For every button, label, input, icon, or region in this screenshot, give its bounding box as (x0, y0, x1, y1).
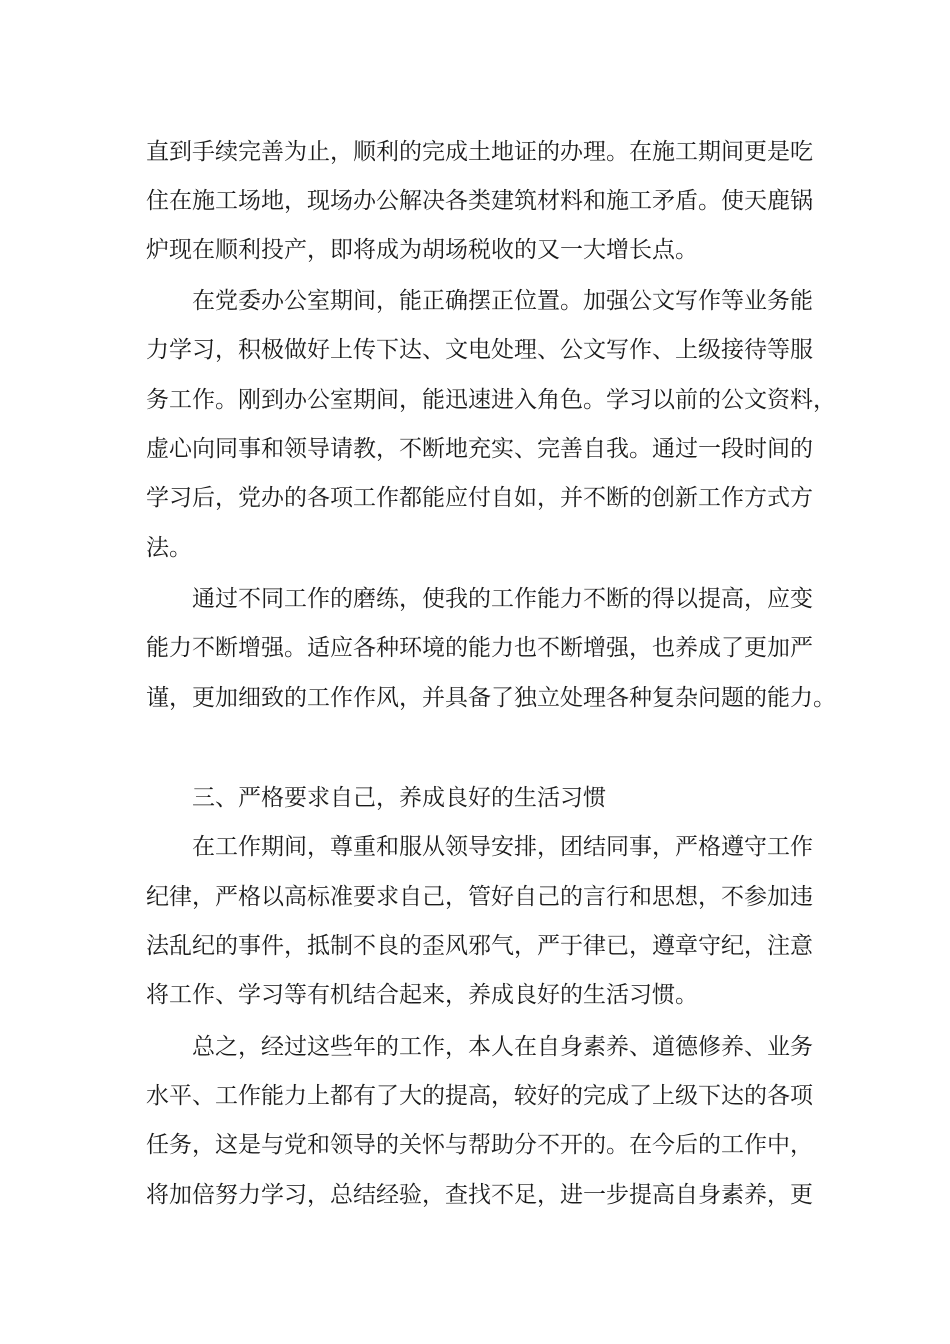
paragraph-first-line: 在党委办公室期间，能正确摆正位置。加强公文写作等业务能 (192, 288, 813, 314)
body-text-line: 虚心向同事和领导请教，不断地充实、完善自我。通过一段时间的 (146, 436, 813, 462)
body-text-line: 法乱纪的事件，抵制不良的歪风邪气，严于律已，遵章守纪，注意 (146, 933, 813, 959)
body-text-line: 任务，这是与党和领导的关怀与帮助分不开的。在今后的工作中， (146, 1132, 813, 1158)
body-text-line: 将工作、学习等有机结合起来，养成良好的生活习惯。 (146, 982, 698, 1008)
body-text-line: 纪律，严格以高标准要求自己，管好自己的言行和思想，不参加违 (146, 884, 813, 910)
body-text-line: 力学习，积极做好上传下达、文电处理、公文写作、上级接待等服 (146, 337, 813, 363)
body-text-line: 能力不断增强。适应各种环境的能力也不断增强，也养成了更加严 (146, 635, 813, 661)
body-text-line: 直到手续完善为止，顺利的完成土地证的办理。在施工期间更是吃 (146, 139, 813, 165)
section-heading: 三、严格要求自己，养成良好的生活习惯 (192, 785, 606, 811)
body-text-line: 水平、工作能力上都有了大的提高，较好的完成了上级下达的各项 (146, 1083, 813, 1109)
body-text-line: 学习后，党办的各项工作都能应付自如，并不断的创新工作方式方 (146, 485, 813, 511)
body-text-line: 炉现在顺利投产，即将成为胡场税收的又一大增长点。 (146, 237, 698, 263)
body-text-line: 务工作。刚到办公室期间，能迅速进入角色。学习以前的公文资料， (146, 387, 836, 413)
paragraph-first-line: 在工作期间，尊重和服从领导安排，团结同事，严格遵守工作 (192, 834, 813, 860)
body-text-line: 谨，更加细致的工作作风，并具备了独立处理各种复杂问题的能力。 (146, 685, 836, 711)
paragraph-first-line: 通过不同工作的磨练，使我的工作能力不断的得以提高，应变 (192, 586, 813, 612)
body-text-line: 住在施工场地，现场办公解决各类建筑材料和施工矛盾。使天鹿锅 (146, 188, 813, 214)
body-text-line: 将加倍努力学习，总结经验，查找不足，进一步提高自身素养，更 (146, 1182, 813, 1208)
body-text-line: 法。 (146, 535, 192, 561)
paragraph-first-line: 总之，经过这些年的工作，本人在自身素养、道德修养、业务 (192, 1034, 813, 1060)
